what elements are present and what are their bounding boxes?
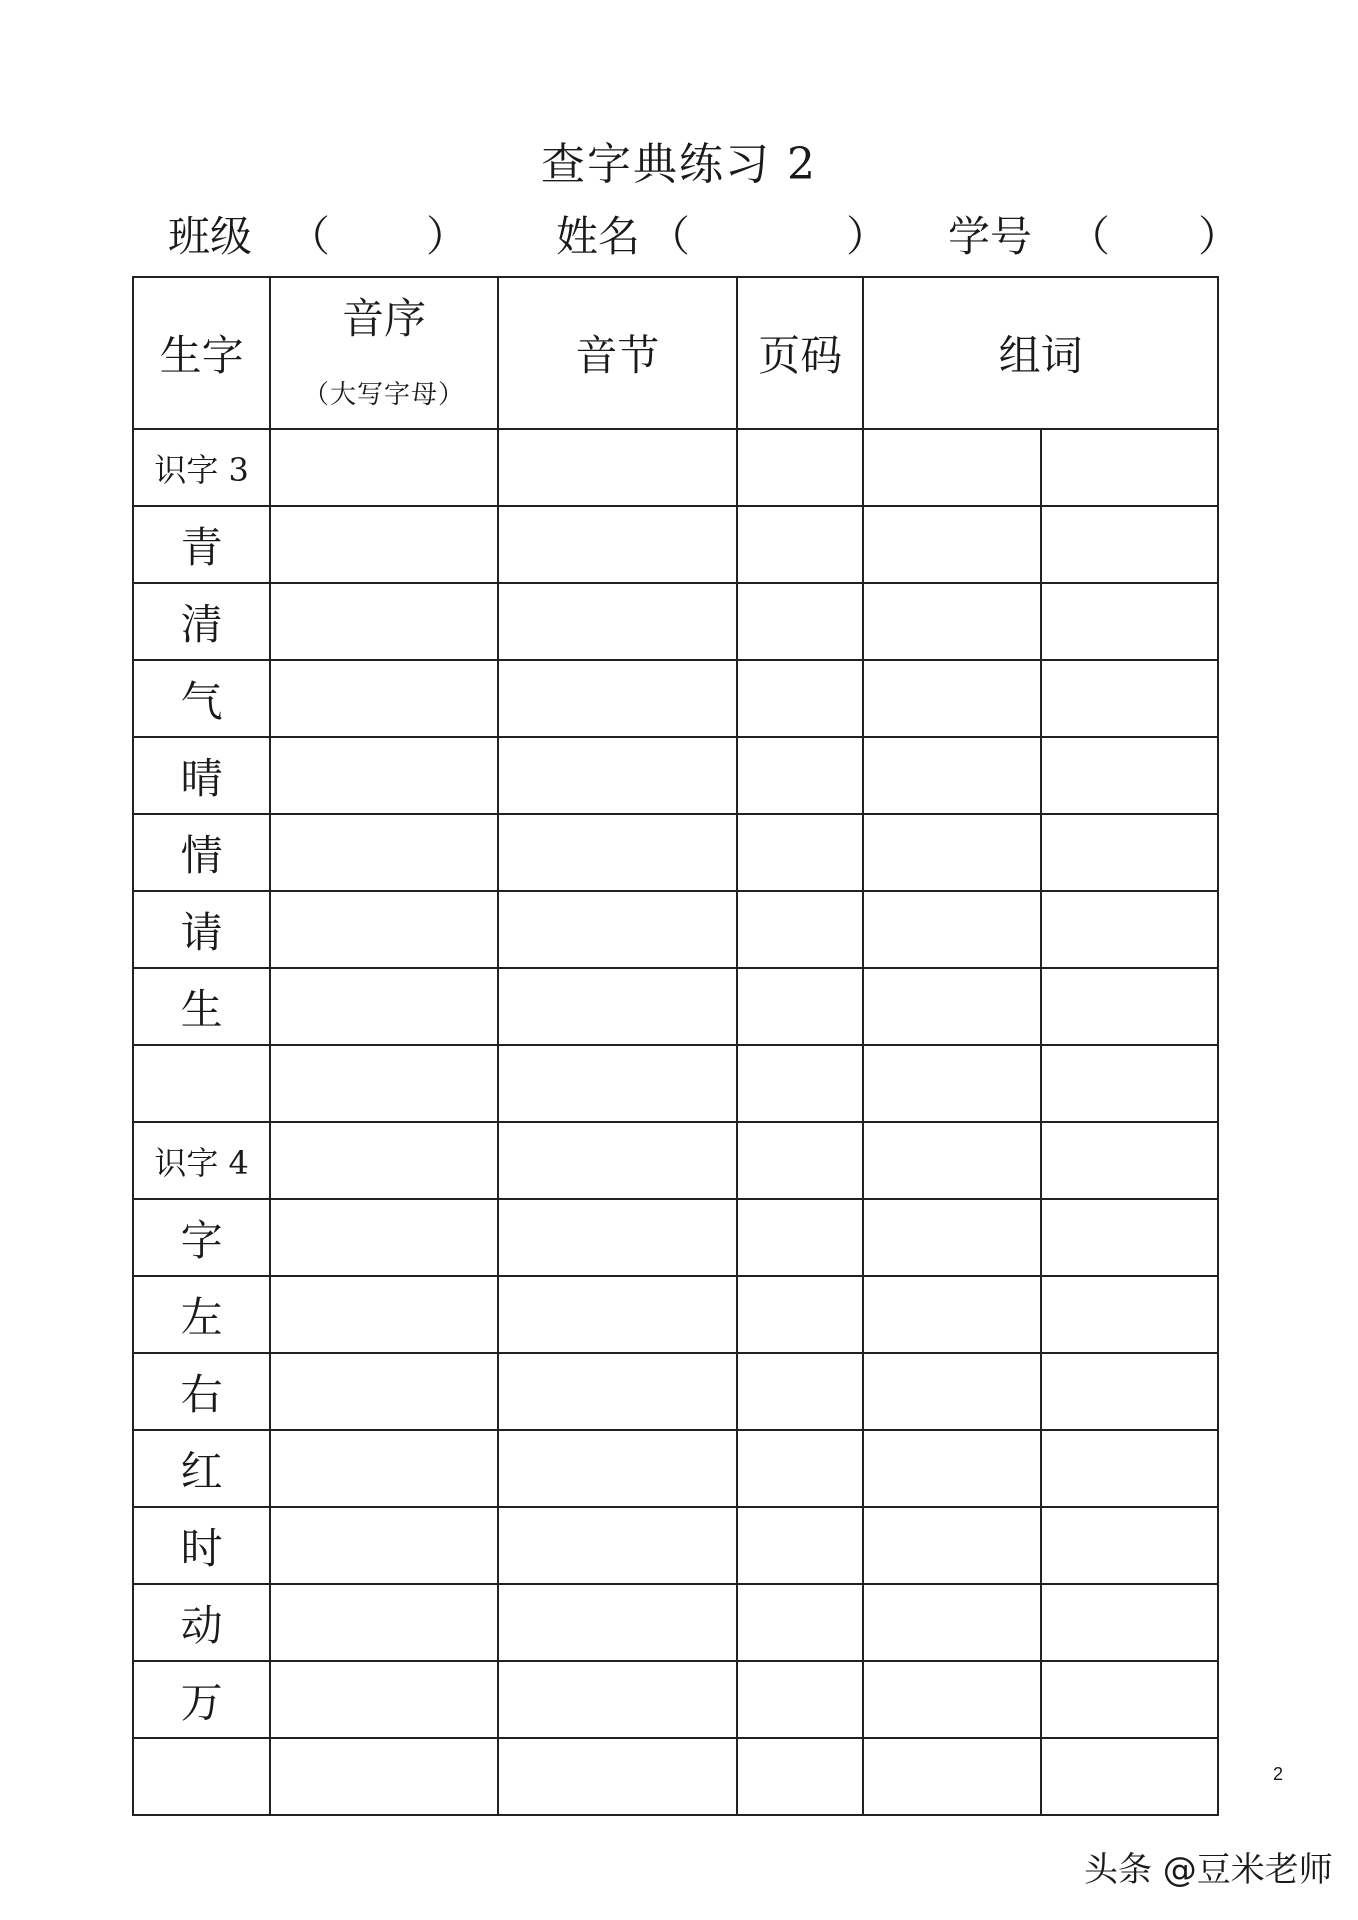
- character-cell: 生: [133, 968, 270, 1045]
- order-cell[interactable]: [270, 1584, 497, 1661]
- word-cell-2[interactable]: [1041, 429, 1218, 506]
- page-cell[interactable]: [737, 1507, 863, 1584]
- page-cell[interactable]: [737, 1045, 863, 1122]
- page-cell[interactable]: [737, 1122, 863, 1199]
- character-cell: 请: [133, 891, 270, 968]
- class-label: 班级: [168, 212, 253, 261]
- word-cell-1[interactable]: [863, 1122, 1040, 1199]
- page-cell[interactable]: [737, 1430, 863, 1507]
- word-cell-1[interactable]: [863, 1584, 1040, 1661]
- header-syllable: 音节: [498, 277, 737, 429]
- syllable-cell[interactable]: [498, 737, 737, 814]
- word-cell-1[interactable]: [863, 429, 1040, 506]
- blank-character-cell: [133, 1738, 270, 1815]
- order-cell[interactable]: [270, 737, 497, 814]
- table-row: [133, 583, 1218, 660]
- number-close-paren: ）: [1198, 212, 1241, 261]
- order-cell[interactable]: [270, 429, 497, 506]
- syllable-cell[interactable]: [498, 1430, 737, 1507]
- table-row: [133, 660, 1218, 737]
- order-cell[interactable]: [270, 583, 497, 660]
- table-row: [133, 1353, 1218, 1430]
- order-cell[interactable]: [270, 1353, 497, 1430]
- table-row: [133, 1738, 1218, 1815]
- order-cell[interactable]: [270, 891, 497, 968]
- header-page: 页码: [737, 277, 863, 429]
- syllable-cell[interactable]: [498, 1507, 737, 1584]
- section-label: 识字 3: [133, 429, 270, 506]
- word-cell-1[interactable]: [863, 891, 1040, 968]
- syllable-cell[interactable]: [498, 1199, 737, 1276]
- order-cell[interactable]: [270, 660, 497, 737]
- word-cell-1[interactable]: [863, 1430, 1040, 1507]
- order-cell[interactable]: [270, 814, 497, 891]
- character-cell: 左: [133, 1276, 270, 1353]
- worksheet-title: 查字典练习 2: [541, 139, 817, 190]
- page-cell[interactable]: [737, 891, 863, 968]
- character-cell: 青: [133, 506, 270, 583]
- word-cell-2[interactable]: [1041, 506, 1218, 583]
- word-cell-1[interactable]: [863, 1353, 1040, 1430]
- table-row: [133, 1199, 1218, 1276]
- watermark-credit: 头条 @豆米老师: [1084, 1850, 1333, 1890]
- order-cell[interactable]: [270, 1661, 497, 1738]
- order-cell[interactable]: [270, 1199, 497, 1276]
- word-cell-2[interactable]: [1041, 1276, 1218, 1353]
- table-row: [133, 891, 1218, 968]
- character-cell: 清: [133, 583, 270, 660]
- table-row: [133, 1430, 1218, 1507]
- page-cell[interactable]: [737, 660, 863, 737]
- word-cell-1[interactable]: [863, 737, 1040, 814]
- table-row: [133, 1507, 1218, 1584]
- word-cell-2[interactable]: [1041, 1507, 1218, 1584]
- syllable-cell[interactable]: [498, 968, 737, 1045]
- name-close-paren: ）: [846, 212, 889, 261]
- order-cell[interactable]: [270, 1738, 497, 1815]
- class-close-paren: ）: [426, 212, 469, 261]
- syllable-cell[interactable]: [498, 429, 737, 506]
- student-number-label: 学号: [948, 212, 1033, 261]
- table-row: [133, 1122, 1218, 1199]
- syllable-cell[interactable]: [498, 814, 737, 891]
- word-cell-2[interactable]: [1041, 1353, 1218, 1430]
- word-cell-2[interactable]: [1041, 1045, 1218, 1122]
- dictionary-practice-table: [132, 276, 1219, 1816]
- header-char: 生字: [133, 277, 270, 429]
- header-order-label: 音序: [341, 293, 426, 343]
- page-cell[interactable]: [737, 506, 863, 583]
- word-cell-1[interactable]: [863, 1507, 1040, 1584]
- table-row: [133, 506, 1218, 583]
- word-cell-2[interactable]: [1041, 1661, 1218, 1738]
- order-cell[interactable]: [270, 968, 497, 1045]
- word-cell-2[interactable]: [1041, 1430, 1218, 1507]
- class-field: [168, 204, 469, 264]
- word-cell-1[interactable]: [863, 1738, 1040, 1815]
- character-cell: 字: [133, 1199, 270, 1276]
- table-row: [133, 1276, 1218, 1353]
- word-cell-1[interactable]: [863, 1199, 1040, 1276]
- syllable-cell[interactable]: [498, 1122, 737, 1199]
- page-cell[interactable]: [737, 737, 863, 814]
- character-cell: 红: [133, 1430, 270, 1507]
- section-label: 识字 4: [133, 1122, 270, 1199]
- word-cell-1[interactable]: [863, 968, 1040, 1045]
- order-cell[interactable]: [270, 1430, 497, 1507]
- table-row: [133, 814, 1218, 891]
- order-cell[interactable]: [270, 1045, 497, 1122]
- page-cell[interactable]: [737, 1738, 863, 1815]
- order-cell[interactable]: [270, 1507, 497, 1584]
- name-field: [556, 204, 889, 264]
- word-cell-2[interactable]: [1041, 968, 1218, 1045]
- page-cell[interactable]: [737, 1276, 863, 1353]
- header-order-note: （大写字母）: [302, 379, 465, 410]
- order-cell[interactable]: [270, 506, 497, 583]
- student-number-field: [948, 204, 1241, 264]
- page-cell[interactable]: [737, 1661, 863, 1738]
- page-cell[interactable]: [737, 1353, 863, 1430]
- student-info-row: [0, 204, 1358, 264]
- syllable-cell[interactable]: [498, 1584, 737, 1661]
- class-open-paren: （: [288, 212, 331, 261]
- table-row: [133, 968, 1218, 1045]
- blank-character-cell: [133, 1045, 270, 1122]
- character-cell: 情: [133, 814, 270, 891]
- page-cell[interactable]: [737, 1584, 863, 1661]
- name-open-paren: （: [648, 212, 691, 261]
- syllable-cell[interactable]: [498, 1276, 737, 1353]
- syllable-cell[interactable]: [498, 1738, 737, 1815]
- page-cell[interactable]: [737, 1199, 863, 1276]
- character-cell: 右: [133, 1353, 270, 1430]
- word-cell-1[interactable]: [863, 1045, 1040, 1122]
- character-cell: 气: [133, 660, 270, 737]
- word-cell-1[interactable]: [863, 583, 1040, 660]
- word-cell-2[interactable]: [1041, 814, 1218, 891]
- word-cell-2[interactable]: [1041, 1122, 1218, 1199]
- word-cell-1[interactable]: [863, 660, 1040, 737]
- table-header-row: [133, 277, 1218, 429]
- syllable-cell[interactable]: [498, 583, 737, 660]
- table-row: [133, 1661, 1218, 1738]
- word-cell-1[interactable]: [863, 1276, 1040, 1353]
- word-cell-2[interactable]: [1041, 1738, 1218, 1815]
- syllable-cell[interactable]: [498, 660, 737, 737]
- header-order: [270, 277, 497, 429]
- syllable-cell[interactable]: [498, 1045, 737, 1122]
- word-cell-2[interactable]: [1041, 1199, 1218, 1276]
- table-body: [133, 429, 1218, 1815]
- word-cell-2[interactable]: [1041, 660, 1218, 737]
- word-cell-1[interactable]: [863, 506, 1040, 583]
- word-cell-1[interactable]: [863, 814, 1040, 891]
- table-row: [133, 429, 1218, 506]
- page-number: 2: [1273, 1764, 1284, 1784]
- character-cell: 动: [133, 1584, 270, 1661]
- character-cell: 晴: [133, 737, 270, 814]
- word-cell-2[interactable]: [1041, 583, 1218, 660]
- table-row: [133, 1584, 1218, 1661]
- order-cell[interactable]: [270, 1276, 497, 1353]
- word-cell-2[interactable]: [1041, 1584, 1218, 1661]
- character-cell: 万: [133, 1661, 270, 1738]
- page-cell[interactable]: [737, 968, 863, 1045]
- table-row: [133, 1045, 1218, 1122]
- word-cell-2[interactable]: [1041, 891, 1218, 968]
- order-cell[interactable]: [270, 1122, 497, 1199]
- syllable-cell[interactable]: [498, 1353, 737, 1430]
- syllable-cell[interactable]: [498, 1661, 737, 1738]
- syllable-cell[interactable]: [498, 506, 737, 583]
- page-cell[interactable]: [737, 814, 863, 891]
- character-cell: 时: [133, 1507, 270, 1584]
- page-cell[interactable]: [737, 583, 863, 660]
- name-label: 姓名: [556, 212, 641, 261]
- page-cell[interactable]: [737, 429, 863, 506]
- word-cell-2[interactable]: [1041, 737, 1218, 814]
- number-open-paren: （: [1068, 212, 1111, 261]
- syllable-cell[interactable]: [498, 891, 737, 968]
- table-row: [133, 737, 1218, 814]
- word-cell-1[interactable]: [863, 1661, 1040, 1738]
- header-words: 组词: [863, 277, 1218, 429]
